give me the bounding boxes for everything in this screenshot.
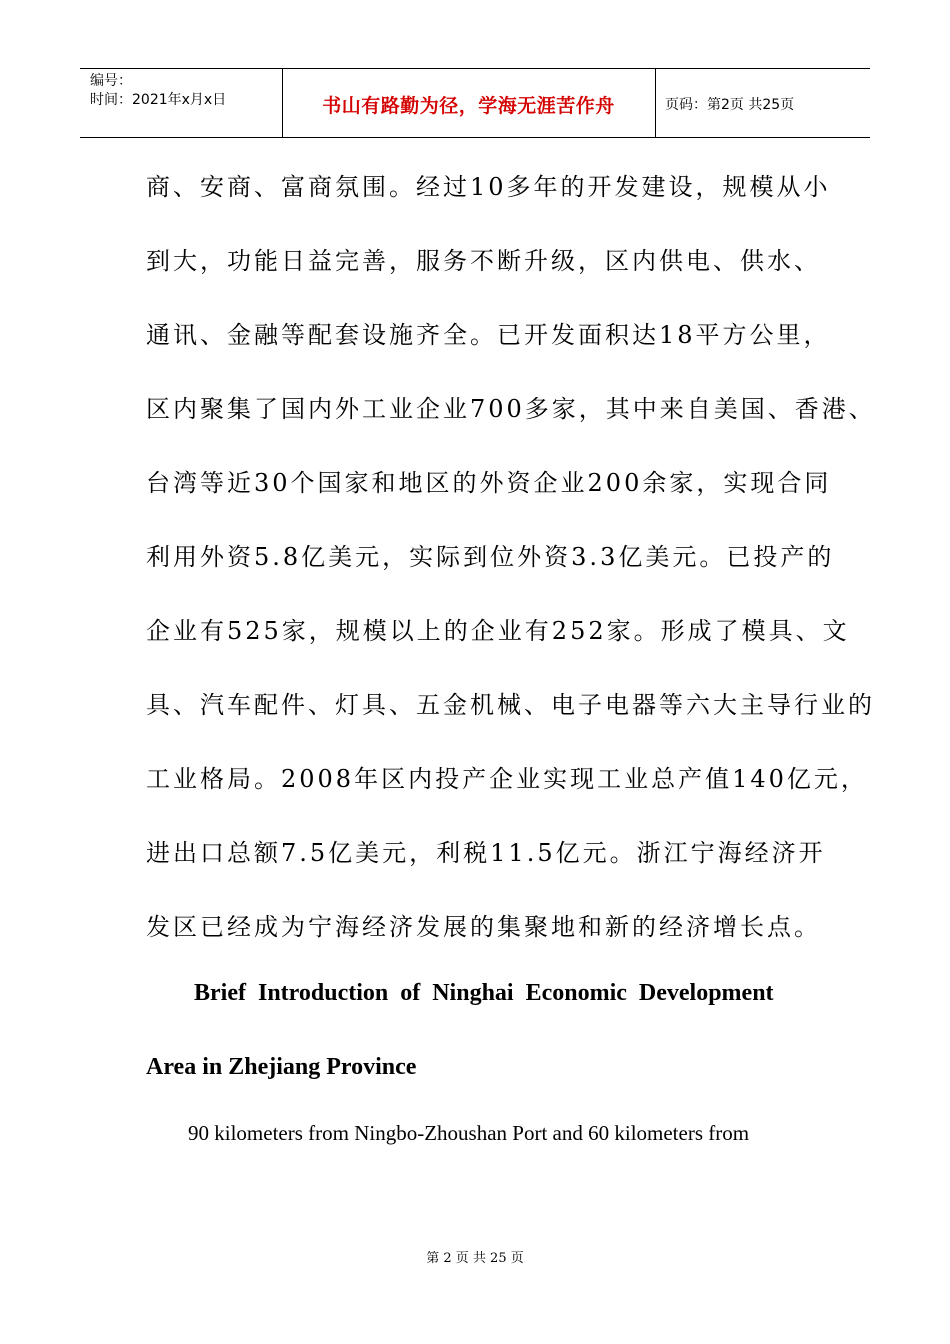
page-footer: 第 2 页 共 25 页 (426, 1251, 524, 1266)
english-title-line: Brief Introduction of Ninghai Economic Development (194, 980, 774, 1006)
body-line: 企业有525家，规模以上的企业有252家。形成了模具、文 (146, 617, 850, 645)
english-title-line: Area in Zhejiang Province (146, 1054, 417, 1080)
body-line: 到大，功能日益完善，服务不断升级，区内供电、供水、 (146, 247, 821, 275)
body-line: 区内聚集了国内外工业企业700多家，其中来自美国、香港、 (146, 395, 876, 423)
header-page-info: 页码：第2页 共25页 (665, 97, 795, 113)
body-line: 进出口总额7.5亿美元，利税11.5亿元。浙江宁海经济开 (146, 839, 826, 867)
code-label: 编号： (90, 73, 132, 89)
english-paragraph-line: 90 kilometers from Ningbo-Zhoushan Port and 60 kilometers from (188, 1121, 750, 1145)
page-header (80, 68, 870, 138)
header-motto: 书山有路勤为径，学海无涯苦作舟 (322, 95, 615, 117)
body-line: 通讯、金融等配套设施齐全。已开发面积达18平方公里， (146, 321, 831, 349)
body-line: 工业格局。2008年区内投产企业实现工业总产值140亿元， (146, 765, 868, 793)
body-line: 发区已经成为宁海经济发展的集聚地和新的经济增长点。 (146, 913, 821, 941)
date-line: 时间：2021年x月x日 (90, 92, 227, 108)
body-line: 台湾等近30个国家和地区的外资企业200余家，实现合同 (146, 469, 832, 497)
body-line: 具、汽车配件、灯具、五金机械、电子电器等六大主导行业的 (146, 691, 875, 719)
header-meta (90, 72, 226, 110)
body-line: 利用外资5.8亿美元，实际到位外资3.3亿美元。已投产的 (146, 543, 835, 571)
header-divider (655, 69, 656, 137)
body-line: 商、安商、富商氛围。经过10多年的开发建设，规模从小 (146, 173, 831, 201)
